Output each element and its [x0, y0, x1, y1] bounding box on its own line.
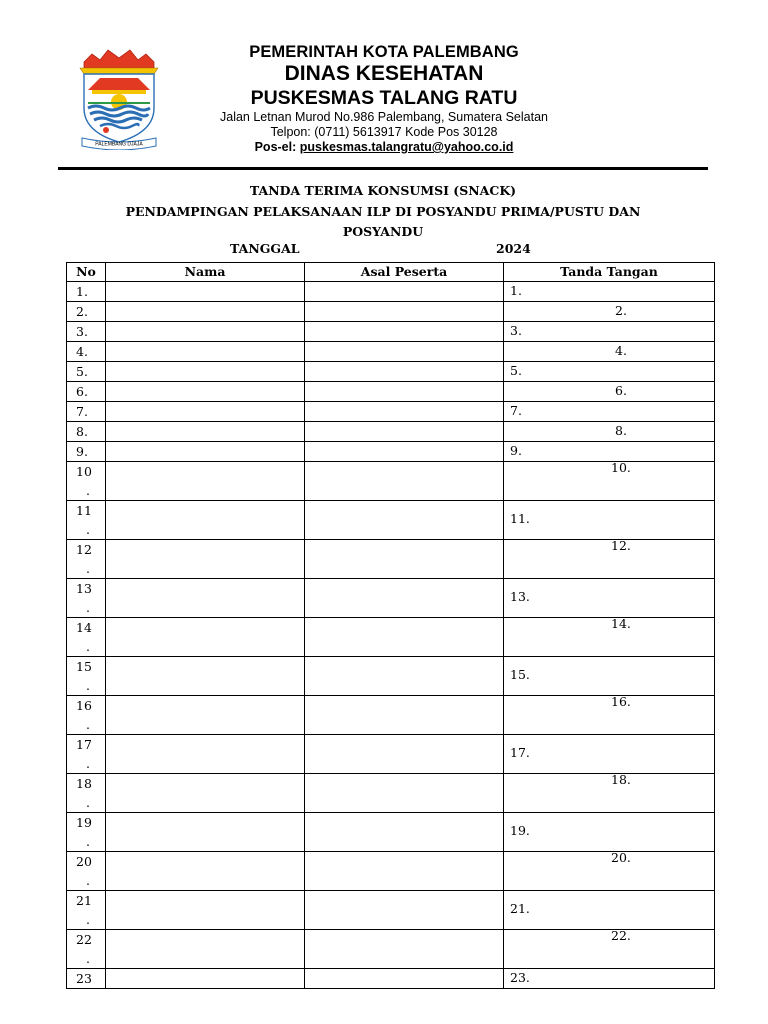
- signature-cell[interactable]: [504, 462, 715, 501]
- table-row: [67, 657, 715, 696]
- signature-number: 13.: [510, 589, 530, 604]
- asal-peserta-cell[interactable]: [305, 442, 504, 462]
- row-number: 8.: [67, 422, 106, 442]
- signature-number: 14.: [611, 616, 631, 631]
- row-number-dot: .: [86, 873, 90, 888]
- asal-peserta-cell[interactable]: [305, 342, 504, 362]
- signature-number: 12.: [611, 538, 631, 553]
- signature-number: 16.: [611, 694, 631, 709]
- nama-cell[interactable]: [106, 735, 305, 774]
- row-number: 6.: [67, 382, 106, 402]
- nama-cell[interactable]: [106, 302, 305, 322]
- row-number: 1.: [67, 282, 106, 302]
- row-number-digits: 14: [76, 620, 92, 635]
- asal-peserta-cell[interactable]: [305, 735, 504, 774]
- signature-number: 18.: [611, 772, 631, 787]
- title-line-2: PENDAMPINGAN PELAKSANAAN ILP DI POSYANDU PRIMA/PUSTU DAN: [125, 203, 641, 219]
- attendance-table: [66, 262, 715, 989]
- table-row: [67, 282, 715, 302]
- nama-cell[interactable]: [106, 342, 305, 362]
- row-number: [67, 579, 106, 618]
- table-row: [67, 501, 715, 540]
- col-header-no: No: [67, 263, 106, 282]
- row-number-dot: .: [86, 912, 90, 927]
- nama-cell[interactable]: [106, 930, 305, 969]
- date-label: TANGGAL: [230, 241, 300, 256]
- row-number: [67, 930, 106, 969]
- table-row: [67, 579, 715, 618]
- table-row: [67, 696, 715, 735]
- asal-peserta-cell[interactable]: [305, 891, 504, 930]
- row-number: 4.: [67, 342, 106, 362]
- row-number: [67, 501, 106, 540]
- table-row: [67, 969, 715, 989]
- row-number: [67, 618, 106, 657]
- signature-cell[interactable]: [504, 402, 715, 422]
- row-number: [67, 540, 106, 579]
- row-number-digits: 12: [76, 542, 92, 557]
- row-number: [67, 774, 106, 813]
- title-line-1: TANDA TERIMA KONSUMSI (SNACK): [249, 183, 517, 198]
- asal-peserta-cell[interactable]: [305, 540, 504, 579]
- signature-number: 11.: [510, 511, 530, 526]
- signature-cell[interactable]: [504, 422, 715, 442]
- asal-peserta-cell[interactable]: [305, 969, 504, 989]
- table-row: [67, 852, 715, 891]
- row-number-dot: .: [86, 834, 90, 849]
- asal-peserta-cell[interactable]: [305, 813, 504, 852]
- signature-cell[interactable]: [504, 813, 715, 852]
- row-number-dot: .: [86, 678, 90, 693]
- row-number: 5.: [67, 362, 106, 382]
- signature-number: 9.: [510, 443, 522, 458]
- signature-cell[interactable]: [504, 282, 715, 302]
- table-row: [67, 891, 715, 930]
- nama-cell[interactable]: [106, 696, 305, 735]
- letterhead-divider: [58, 167, 708, 170]
- signature-cell[interactable]: [504, 657, 715, 696]
- signature-number: 7.: [510, 403, 522, 418]
- signature-number: 3.: [510, 323, 522, 338]
- table-row: [67, 735, 715, 774]
- col-header-asal-peserta: Asal Peserta: [305, 263, 504, 282]
- table-row: [67, 774, 715, 813]
- document-title: [58, 181, 708, 243]
- table-row: [67, 462, 715, 501]
- signature-cell[interactable]: [504, 969, 715, 989]
- table-row: [67, 302, 715, 322]
- signature-cell[interactable]: [504, 501, 715, 540]
- signature-cell[interactable]: [504, 735, 715, 774]
- row-number-digits: 22: [76, 932, 92, 947]
- nama-cell[interactable]: [106, 501, 305, 540]
- email-label: Pos-el:: [254, 140, 297, 154]
- col-header-tanda-tangan: Tanda Tangan: [504, 263, 715, 282]
- government-name: PEMERINTAH KOTA PALEMBANG: [249, 43, 519, 61]
- row-number: 23: [67, 969, 106, 989]
- nama-cell[interactable]: [106, 382, 305, 402]
- signature-cell[interactable]: [504, 540, 715, 579]
- date-year: 2024: [496, 241, 531, 256]
- row-number: 7.: [67, 402, 106, 422]
- signature-cell[interactable]: [504, 696, 715, 735]
- table-row: [67, 362, 715, 382]
- signature-number: 21.: [510, 901, 530, 916]
- nama-cell[interactable]: [106, 540, 305, 579]
- phone-line: Telpon: (0711) 5613917 Kode Pos 30128: [270, 125, 498, 139]
- signature-cell[interactable]: [504, 302, 715, 322]
- signature-cell[interactable]: [504, 382, 715, 402]
- asal-peserta-cell[interactable]: [305, 696, 504, 735]
- row-number-dot: .: [86, 795, 90, 810]
- row-number: [67, 462, 106, 501]
- table-row: [67, 813, 715, 852]
- nama-cell[interactable]: [106, 322, 305, 342]
- table-row: [67, 540, 715, 579]
- signature-number: 1.: [510, 283, 522, 298]
- nama-cell[interactable]: [106, 362, 305, 382]
- asal-peserta-cell[interactable]: [305, 322, 504, 342]
- row-number-digits: 19: [76, 815, 92, 830]
- email-link[interactable]: puskesmas.talangratu@yahoo.co.id: [299, 140, 514, 154]
- table-row: [67, 342, 715, 362]
- signature-number: 6.: [615, 383, 627, 398]
- row-number-digits: 15: [76, 659, 92, 674]
- row-number-dot: .: [86, 639, 90, 654]
- email-line: [196, 140, 572, 155]
- nama-cell[interactable]: [106, 282, 305, 302]
- asal-peserta-cell[interactable]: [305, 402, 504, 422]
- department-name: DINAS KESEHATAN: [284, 62, 484, 85]
- signature-cell[interactable]: [504, 930, 715, 969]
- row-number-digits: 11: [76, 503, 92, 518]
- signature-number: 15.: [510, 667, 530, 682]
- signature-number: 2.: [615, 303, 627, 318]
- table-row: [67, 618, 715, 657]
- asal-peserta-cell[interactable]: [305, 774, 504, 813]
- row-number-dot: .: [86, 756, 90, 771]
- nama-cell[interactable]: [106, 774, 305, 813]
- nama-cell[interactable]: [106, 657, 305, 696]
- signature-cell[interactable]: [504, 342, 715, 362]
- row-number: 2.: [67, 302, 106, 322]
- asal-peserta-cell[interactable]: [305, 657, 504, 696]
- title-line-3: POSYANDU: [342, 224, 424, 239]
- row-number-digits: 17: [76, 737, 92, 752]
- signature-cell[interactable]: [504, 579, 715, 618]
- table-row: [67, 442, 715, 462]
- row-number: [67, 657, 106, 696]
- logo-banner-text: PALEMBANG DJAJA: [95, 141, 143, 148]
- asal-peserta-cell[interactable]: [305, 302, 504, 322]
- asal-peserta-cell[interactable]: [305, 382, 504, 402]
- row-number-dot: .: [86, 951, 90, 966]
- nama-cell[interactable]: [106, 813, 305, 852]
- signature-cell[interactable]: [504, 891, 715, 930]
- table-row: [67, 382, 715, 402]
- signature-number: 8.: [615, 423, 627, 438]
- nama-cell[interactable]: [106, 402, 305, 422]
- signature-cell[interactable]: [504, 362, 715, 382]
- table-row: [67, 930, 715, 969]
- asal-peserta-cell[interactable]: [305, 462, 504, 501]
- row-number-dot: .: [86, 483, 90, 498]
- row-number-digits: 18: [76, 776, 92, 791]
- row-number-digits: 10: [76, 464, 92, 479]
- row-number-dot: .: [86, 522, 90, 537]
- signature-number: 5.: [510, 363, 522, 378]
- asal-peserta-cell[interactable]: [305, 422, 504, 442]
- letterhead: [196, 42, 572, 155]
- nama-cell[interactable]: [106, 442, 305, 462]
- nama-cell[interactable]: [106, 422, 305, 442]
- signature-cell[interactable]: [504, 774, 715, 813]
- row-number-digits: 13: [76, 581, 92, 596]
- table-row: [67, 322, 715, 342]
- asal-peserta-cell[interactable]: [305, 852, 504, 891]
- asal-peserta-cell[interactable]: [305, 618, 504, 657]
- nama-cell[interactable]: [106, 462, 305, 501]
- puskesmas-name: PUSKESMAS TALANG RATU: [250, 87, 518, 109]
- asal-peserta-cell[interactable]: [305, 501, 504, 540]
- asal-peserta-cell[interactable]: [305, 362, 504, 382]
- table-row: [67, 402, 715, 422]
- signature-number: 10.: [611, 460, 631, 475]
- signature-number: 19.: [510, 823, 530, 838]
- signature-cell[interactable]: [504, 322, 715, 342]
- signature-number: 22.: [611, 928, 631, 943]
- table-header-row: [67, 263, 715, 282]
- row-number: [67, 852, 106, 891]
- city-emblem-logo: [70, 46, 168, 150]
- row-number-dot: .: [86, 717, 90, 732]
- table-body: [67, 282, 715, 989]
- signature-number: 23.: [510, 970, 530, 985]
- signature-number: 20.: [611, 850, 631, 865]
- row-number-digits: 16: [76, 698, 92, 713]
- asal-peserta-cell[interactable]: [305, 930, 504, 969]
- row-number: [67, 813, 106, 852]
- row-number-digits: 20: [76, 854, 92, 869]
- asal-peserta-cell[interactable]: [305, 282, 504, 302]
- nama-cell[interactable]: [106, 969, 305, 989]
- nama-cell[interactable]: [106, 579, 305, 618]
- row-number-dot: .: [86, 561, 90, 576]
- signature-number: 17.: [510, 745, 530, 760]
- signature-cell[interactable]: [504, 442, 715, 462]
- nama-cell[interactable]: [106, 852, 305, 891]
- asal-peserta-cell[interactable]: [305, 579, 504, 618]
- table-row: [67, 422, 715, 442]
- row-number: 3.: [67, 322, 106, 342]
- col-header-nama: Nama: [106, 263, 305, 282]
- row-number: [67, 696, 106, 735]
- row-number: 9.: [67, 442, 106, 462]
- signature-cell[interactable]: [504, 852, 715, 891]
- signature-cell[interactable]: [504, 618, 715, 657]
- row-number: [67, 891, 106, 930]
- row-number-dot: .: [86, 600, 90, 615]
- row-number: [67, 735, 106, 774]
- nama-cell[interactable]: [106, 618, 305, 657]
- address: Jalan Letnan Murod No.986 Palembang, Sumatera Selatan: [220, 110, 548, 124]
- row-number-digits: 21: [76, 893, 92, 908]
- signature-number: 4.: [615, 343, 627, 358]
- nama-cell[interactable]: [106, 891, 305, 930]
